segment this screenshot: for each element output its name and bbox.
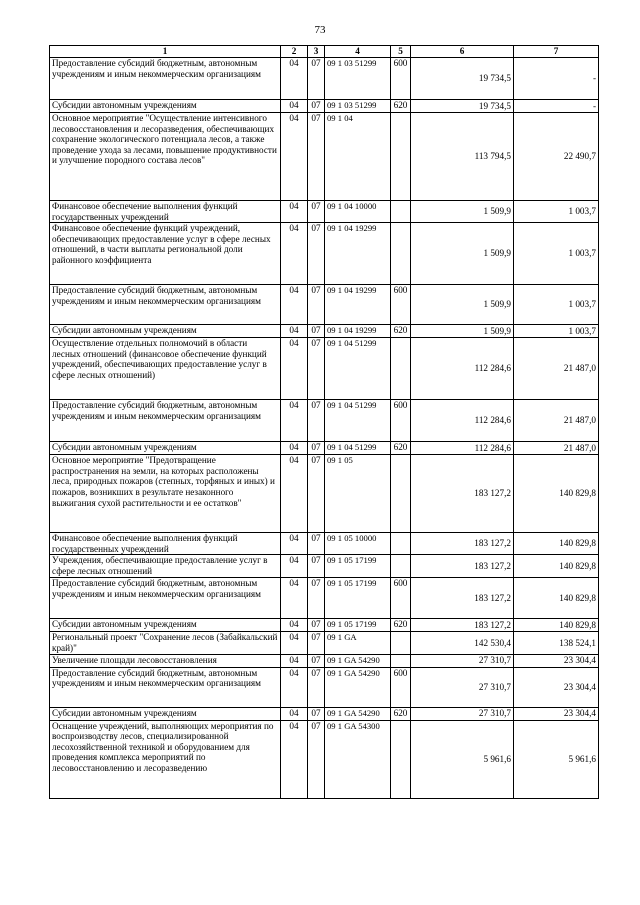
row-amount-1-cell: 1 509,9 xyxy=(411,223,514,285)
row-subsection-cell: 07 xyxy=(308,58,325,100)
row-expense-type-cell xyxy=(391,555,411,578)
row-target-article-cell: 09 1 GA 54290 xyxy=(325,707,391,720)
table-row xyxy=(50,720,599,798)
row-subsection-cell: 07 xyxy=(308,707,325,720)
row-subsection-cell: 07 xyxy=(308,720,325,798)
row-amount-1-cell: 112 284,6 xyxy=(411,400,514,442)
row-target-article-cell: 09 1 04 19299 xyxy=(325,325,391,338)
row-target-article-cell: 09 1 03 51299 xyxy=(325,58,391,100)
table-row xyxy=(50,707,599,720)
row-amount-1-cell: 19 734,5 xyxy=(411,58,514,100)
row-amount-1-cell: 112 284,6 xyxy=(411,338,514,400)
row-amount-2-cell: 140 829,8 xyxy=(514,533,599,555)
row-name-cell: Финансовое обеспечение выполнения функций государственных учреждений xyxy=(50,533,281,555)
row-target-article-cell: 09 1 GA 54290 xyxy=(325,667,391,707)
table-row xyxy=(50,285,599,325)
row-subsection-cell: 07 xyxy=(308,619,325,632)
row-section-cell: 04 xyxy=(281,201,308,223)
row-amount-2-cell: 138 524,1 xyxy=(514,632,599,654)
row-section-cell: 04 xyxy=(281,113,308,201)
row-expense-type-cell: 600 xyxy=(391,285,411,325)
page-number: 73 xyxy=(314,24,326,36)
row-amount-1-cell: 1 509,9 xyxy=(411,201,514,223)
row-name-cell: Предоставление субсидий бюджетным, автономным учреждениям и иным некоммерческим организациям xyxy=(50,578,281,619)
row-amount-2-cell: 21 487,0 xyxy=(514,442,599,455)
row-section-cell: 04 xyxy=(281,720,308,798)
row-amount-2-cell: 1 003,7 xyxy=(514,201,599,223)
row-expense-type-cell xyxy=(391,654,411,667)
row-expense-type-cell: 600 xyxy=(391,578,411,619)
row-name-cell: Субсидии автономным учреждениям xyxy=(50,325,281,338)
row-section-cell: 04 xyxy=(281,455,308,533)
table-row xyxy=(50,455,599,533)
row-target-article-cell: 09 1 04 19299 xyxy=(325,223,391,285)
row-expense-type-cell: 620 xyxy=(391,619,411,632)
row-amount-1-cell: 112 284,6 xyxy=(411,442,514,455)
row-target-article-cell: 09 1 04 10000 xyxy=(325,201,391,223)
row-amount-1-cell: 5 961,6 xyxy=(411,720,514,798)
row-subsection-cell: 07 xyxy=(308,223,325,285)
row-amount-2-cell: 23 304,4 xyxy=(514,707,599,720)
row-section-cell: 04 xyxy=(281,338,308,400)
table-row xyxy=(50,325,599,338)
row-amount-2-cell: 22 490,7 xyxy=(514,113,599,201)
column-header: 6 xyxy=(411,46,514,58)
table-header-row xyxy=(50,46,599,58)
row-amount-1-cell: 19 734,5 xyxy=(411,100,514,113)
row-amount-1-cell: 183 127,2 xyxy=(411,555,514,578)
row-name-cell: Предоставление субсидий бюджетным, автономным учреждениям и иным некоммерческим организациям xyxy=(50,400,281,442)
row-amount-1-cell: 183 127,2 xyxy=(411,578,514,619)
table-row xyxy=(50,113,599,201)
column-header: 3 xyxy=(308,46,325,58)
row-target-article-cell: 09 1 GA 54300 xyxy=(325,720,391,798)
table-row xyxy=(50,400,599,442)
table-row xyxy=(50,555,599,578)
table-row xyxy=(50,619,599,632)
row-section-cell: 04 xyxy=(281,632,308,654)
row-amount-1-cell: 183 127,2 xyxy=(411,455,514,533)
row-subsection-cell: 07 xyxy=(308,113,325,201)
row-amount-2-cell: - xyxy=(514,58,599,100)
row-amount-1-cell: 142 530,4 xyxy=(411,632,514,654)
table-row xyxy=(50,201,599,223)
row-subsection-cell: 07 xyxy=(308,533,325,555)
row-amount-2-cell: 1 003,7 xyxy=(514,285,599,325)
row-target-article-cell: 09 1 03 51299 xyxy=(325,100,391,113)
row-section-cell: 04 xyxy=(281,100,308,113)
row-section-cell: 04 xyxy=(281,442,308,455)
table-row xyxy=(50,632,599,654)
budget-table xyxy=(49,45,599,799)
row-expense-type-cell xyxy=(391,720,411,798)
row-amount-2-cell: 23 304,4 xyxy=(514,654,599,667)
table-row xyxy=(50,100,599,113)
row-amount-2-cell: 140 829,8 xyxy=(514,455,599,533)
row-name-cell: Оснащение учреждений, выполняющих мероприятия по воспроизводству лесов, специализированной лесохозяйственной техникой и оборудованием для проведения комплекса мероприятий по лесовосстановлению и лесоразведению xyxy=(50,720,281,798)
row-name-cell: Учреждения, обеспечивающие предоставление услуг в сфере лесных отношений xyxy=(50,555,281,578)
row-amount-1-cell: 113 794,5 xyxy=(411,113,514,201)
row-section-cell: 04 xyxy=(281,223,308,285)
row-name-cell: Предоставление субсидий бюджетным, автономным учреждениям и иным некоммерческим организациям xyxy=(50,58,281,100)
row-expense-type-cell xyxy=(391,632,411,654)
row-amount-1-cell: 183 127,2 xyxy=(411,533,514,555)
row-target-article-cell: 09 1 04 xyxy=(325,113,391,201)
column-header: 4 xyxy=(325,46,391,58)
row-name-cell: Региональный проект "Сохранение лесов (Забайкальский край)" xyxy=(50,632,281,654)
row-name-cell: Основное мероприятие "Осуществление интенсивного лесовосстановления и лесоразведения, обеспечивающих сохранение экологического потенциала лесов, а также проведение ухода за лесами, повышение продуктивности и улучшение породного состава лесов" xyxy=(50,113,281,201)
column-header: 2 xyxy=(281,46,308,58)
row-name-cell: Субсидии автономным учреждениям xyxy=(50,100,281,113)
row-name-cell: Предоставление субсидий бюджетным, автономным учреждениям и иным некоммерческим организациям xyxy=(50,667,281,707)
row-section-cell: 04 xyxy=(281,58,308,100)
row-expense-type-cell xyxy=(391,455,411,533)
row-amount-1-cell: 27 310,7 xyxy=(411,707,514,720)
row-amount-2-cell: 1 003,7 xyxy=(514,325,599,338)
row-section-cell: 04 xyxy=(281,619,308,632)
row-expense-type-cell: 620 xyxy=(391,442,411,455)
row-amount-2-cell: 21 487,0 xyxy=(514,400,599,442)
row-name-cell: Субсидии автономным учреждениям xyxy=(50,442,281,455)
row-target-article-cell: 09 1 04 51299 xyxy=(325,442,391,455)
row-expense-type-cell: 620 xyxy=(391,100,411,113)
row-amount-1-cell: 1 509,9 xyxy=(411,285,514,325)
row-section-cell: 04 xyxy=(281,555,308,578)
row-amount-2-cell: 140 829,8 xyxy=(514,619,599,632)
row-section-cell: 04 xyxy=(281,400,308,442)
row-target-article-cell: 09 1 05 17199 xyxy=(325,619,391,632)
table-row xyxy=(50,667,599,707)
row-section-cell: 04 xyxy=(281,654,308,667)
row-expense-type-cell: 600 xyxy=(391,400,411,442)
row-subsection-cell: 07 xyxy=(308,654,325,667)
row-amount-1-cell: 27 310,7 xyxy=(411,667,514,707)
row-subsection-cell: 07 xyxy=(308,338,325,400)
row-subsection-cell: 07 xyxy=(308,555,325,578)
row-subsection-cell: 07 xyxy=(308,632,325,654)
row-target-article-cell: 09 1 05 10000 xyxy=(325,533,391,555)
row-amount-2-cell: 23 304,4 xyxy=(514,667,599,707)
row-expense-type-cell xyxy=(391,338,411,400)
row-subsection-cell: 07 xyxy=(308,325,325,338)
row-amount-2-cell: 140 829,8 xyxy=(514,555,599,578)
row-subsection-cell: 07 xyxy=(308,578,325,619)
table-row xyxy=(50,442,599,455)
row-name-cell: Основное мероприятие "Предотвращение распространения на земли, на которых расположены леса, природных пожаров (степных, торфяных и иных) и пожаров, возникших в результате незаконного выжигания сухой растительности и ее остатков" xyxy=(50,455,281,533)
row-section-cell: 04 xyxy=(281,533,308,555)
row-expense-type-cell: 600 xyxy=(391,667,411,707)
row-amount-1-cell: 1 509,9 xyxy=(411,325,514,338)
table-row xyxy=(50,578,599,619)
row-subsection-cell: 07 xyxy=(308,667,325,707)
row-expense-type-cell xyxy=(391,533,411,555)
row-target-article-cell: 09 1 04 51299 xyxy=(325,400,391,442)
table-body xyxy=(50,58,599,799)
row-target-article-cell: 09 1 05 xyxy=(325,455,391,533)
row-target-article-cell: 09 1 05 17199 xyxy=(325,555,391,578)
row-name-cell: Финансовое обеспечение функций учреждений, обеспечивающих предоставление услуг в сфере лесных отношений, в части выплаты региональной доли районного коэффициента xyxy=(50,223,281,285)
row-amount-2-cell: 5 961,6 xyxy=(514,720,599,798)
column-header: 5 xyxy=(391,46,411,58)
row-expense-type-cell xyxy=(391,223,411,285)
row-section-cell: 04 xyxy=(281,285,308,325)
column-header: 1 xyxy=(50,46,281,58)
row-section-cell: 04 xyxy=(281,667,308,707)
row-amount-1-cell: 27 310,7 xyxy=(411,654,514,667)
row-target-article-cell: 09 1 04 19299 xyxy=(325,285,391,325)
row-name-cell: Субсидии автономным учреждениям xyxy=(50,619,281,632)
row-subsection-cell: 07 xyxy=(308,442,325,455)
row-amount-2-cell: 21 487,0 xyxy=(514,338,599,400)
table-row xyxy=(50,654,599,667)
row-subsection-cell: 07 xyxy=(308,285,325,325)
row-name-cell: Финансовое обеспечение выполнения функций государственных учреждений xyxy=(50,201,281,223)
row-amount-2-cell: - xyxy=(514,100,599,113)
row-target-article-cell: 09 1 GA xyxy=(325,632,391,654)
row-amount-1-cell: 183 127,2 xyxy=(411,619,514,632)
row-target-article-cell: 09 1 05 17199 xyxy=(325,578,391,619)
row-subsection-cell: 07 xyxy=(308,455,325,533)
table-row xyxy=(50,223,599,285)
row-amount-2-cell: 140 829,8 xyxy=(514,578,599,619)
row-expense-type-cell: 600 xyxy=(391,58,411,100)
row-subsection-cell: 07 xyxy=(308,400,325,442)
row-section-cell: 04 xyxy=(281,578,308,619)
row-subsection-cell: 07 xyxy=(308,201,325,223)
row-expense-type-cell: 620 xyxy=(391,325,411,338)
row-expense-type-cell xyxy=(391,201,411,223)
row-name-cell: Осуществление отдельных полномочий в области лесных отношений (финансовое обеспечение функций учреждений, обеспечивающих предоставление услуг в сфере лесных отношений) xyxy=(50,338,281,400)
row-expense-type-cell xyxy=(391,113,411,201)
row-amount-2-cell: 1 003,7 xyxy=(514,223,599,285)
row-name-cell: Предоставление субсидий бюджетным, автономным учреждениям и иным некоммерческим организациям xyxy=(50,285,281,325)
row-section-cell: 04 xyxy=(281,707,308,720)
column-header: 7 xyxy=(514,46,599,58)
table-row xyxy=(50,533,599,555)
row-target-article-cell: 09 1 GA 54290 xyxy=(325,654,391,667)
row-expense-type-cell: 620 xyxy=(391,707,411,720)
row-target-article-cell: 09 1 04 51299 xyxy=(325,338,391,400)
row-section-cell: 04 xyxy=(281,325,308,338)
row-name-cell: Субсидии автономным учреждениям xyxy=(50,707,281,720)
row-name-cell: Увеличение площади лесовосстановления xyxy=(50,654,281,667)
row-subsection-cell: 07 xyxy=(308,100,325,113)
table-row xyxy=(50,58,599,100)
table-row xyxy=(50,338,599,400)
